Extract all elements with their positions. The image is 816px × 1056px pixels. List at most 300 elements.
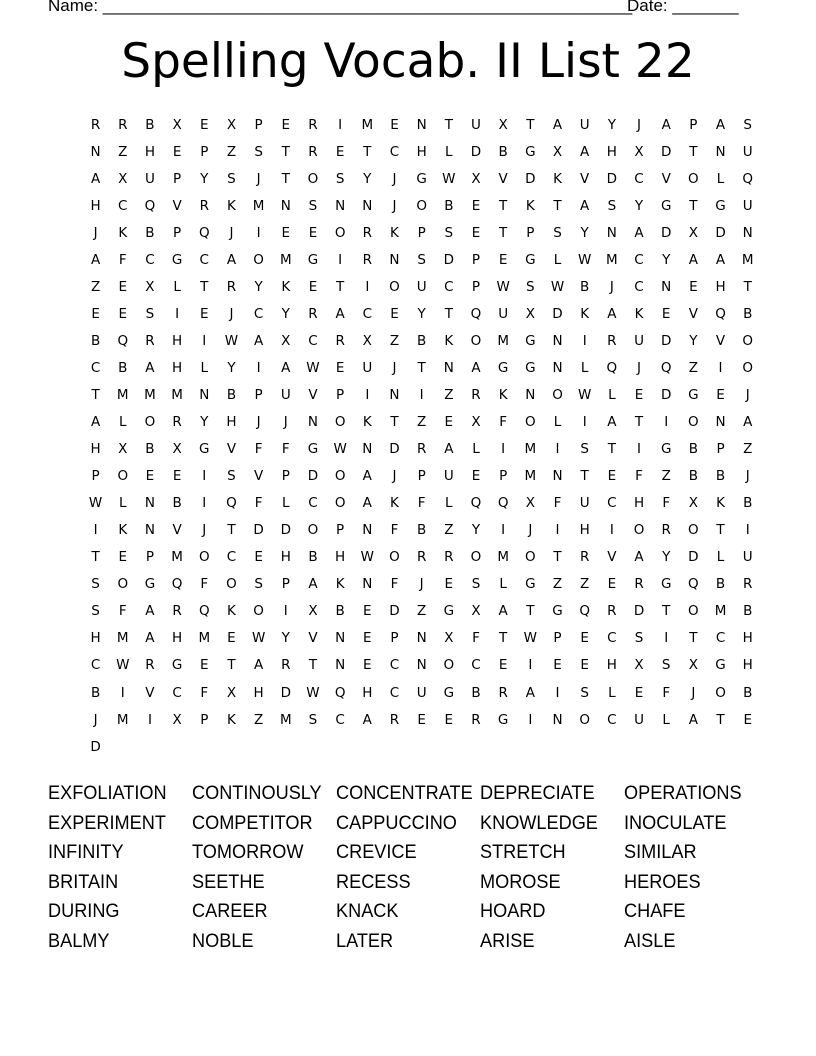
grid-cell: E bbox=[553, 657, 562, 674]
grid-cell: F bbox=[390, 576, 399, 593]
grid-cell: K bbox=[580, 305, 590, 322]
grid-cell: E bbox=[498, 251, 508, 268]
grid-cell: U bbox=[471, 116, 481, 133]
grid-cell: C bbox=[389, 684, 400, 701]
grid-cell: D bbox=[552, 305, 563, 322]
grid-cell: T bbox=[363, 143, 372, 160]
grid-cell: Z bbox=[253, 711, 264, 728]
grid-cell: U bbox=[280, 386, 291, 403]
grid-cell: B bbox=[688, 468, 698, 485]
grid-cell: E bbox=[580, 657, 589, 674]
grid-cell: J bbox=[392, 359, 397, 376]
grid-cell: G bbox=[199, 441, 210, 458]
grid-cell: A bbox=[281, 359, 291, 376]
grid-cell: S bbox=[227, 170, 236, 187]
grid-cell: M bbox=[524, 468, 537, 485]
grid-cell: H bbox=[90, 630, 101, 647]
date-field: Date: _______ bbox=[627, 0, 739, 15]
word-bank-item: CAREER bbox=[192, 900, 268, 923]
grid-cell: N bbox=[389, 251, 400, 268]
word-bank-item: INOCULATE bbox=[624, 811, 727, 834]
grid-cell: S bbox=[553, 224, 562, 241]
grid-cell: U bbox=[634, 711, 644, 728]
grid-cell: I bbox=[582, 332, 587, 349]
grid-cell: I bbox=[501, 441, 506, 458]
grid-cell: O bbox=[688, 414, 699, 431]
grid-cell: K bbox=[498, 386, 508, 403]
grid-cell: Y bbox=[471, 522, 481, 539]
grid-cell: I bbox=[528, 657, 533, 674]
grid-cell: O bbox=[470, 332, 482, 349]
grid-cell: W bbox=[224, 332, 239, 349]
grid-cell: Z bbox=[552, 576, 563, 593]
grid-cell: N bbox=[416, 630, 427, 647]
grid-cell: H bbox=[172, 332, 183, 349]
grid-cell: T bbox=[281, 170, 290, 187]
grid-cell: V bbox=[308, 630, 318, 647]
grid-cell: V bbox=[172, 197, 182, 214]
grid-cell: P bbox=[471, 278, 481, 295]
grid-cell: B bbox=[498, 143, 508, 160]
grid-cell: W bbox=[333, 441, 347, 458]
grid-cell: W bbox=[360, 549, 374, 566]
grid-cell: E bbox=[471, 197, 481, 214]
grid-cell: B bbox=[145, 116, 155, 133]
grid-cell: A bbox=[607, 414, 617, 431]
grid-cell: E bbox=[335, 143, 345, 160]
grid-cell: D bbox=[280, 684, 291, 701]
grid-cell: A bbox=[580, 197, 590, 214]
grid-cell: E bbox=[444, 576, 454, 593]
grid-cell: E bbox=[145, 468, 155, 485]
grid-cell: J bbox=[392, 197, 397, 214]
grid-cell: N bbox=[416, 116, 427, 133]
grid-cell: B bbox=[743, 305, 753, 322]
grid-cell: T bbox=[580, 468, 589, 485]
grid-cell: X bbox=[634, 143, 644, 160]
grid-cell: G bbox=[443, 684, 455, 701]
grid-cell: G bbox=[307, 441, 319, 458]
grid-cell: O bbox=[688, 603, 699, 620]
grid-cell: N bbox=[552, 468, 563, 485]
grid-cell: J bbox=[691, 684, 696, 701]
grid-cell: C bbox=[172, 684, 182, 701]
grid-cell: N bbox=[335, 197, 346, 214]
grid-cell: A bbox=[715, 116, 726, 133]
grid-cell: H bbox=[416, 143, 427, 160]
grid-cell: N bbox=[443, 359, 454, 376]
grid-cell: S bbox=[254, 576, 263, 593]
grid-cell: I bbox=[528, 711, 533, 728]
grid-cell: I bbox=[338, 251, 343, 268]
grid-cell: C bbox=[634, 278, 644, 295]
grid-cell: N bbox=[362, 522, 373, 539]
grid-cell: I bbox=[664, 414, 669, 431]
grid-cell: E bbox=[308, 278, 318, 295]
grid-cell: X bbox=[525, 495, 535, 512]
grid-cell: Y bbox=[634, 197, 644, 214]
grid-cell: T bbox=[336, 278, 345, 295]
grid-cell: R bbox=[172, 414, 182, 431]
grid-cell: X bbox=[525, 305, 535, 322]
grid-cell: R bbox=[498, 684, 508, 701]
grid-cell: Q bbox=[470, 305, 482, 322]
grid-cell: X bbox=[688, 657, 698, 674]
grid-cell: E bbox=[607, 468, 617, 485]
grid-cell: U bbox=[416, 278, 427, 295]
grid-cell: S bbox=[227, 468, 236, 485]
grid-cell: N bbox=[362, 441, 373, 458]
grid-cell: H bbox=[335, 549, 346, 566]
grid-cell: F bbox=[417, 495, 426, 512]
grid-cell: S bbox=[661, 657, 671, 674]
grid-cell: A bbox=[90, 170, 101, 187]
grid-cell: W bbox=[442, 170, 456, 187]
grid-cell: H bbox=[172, 359, 183, 376]
grid-cell: B bbox=[444, 197, 454, 214]
grid-cell: F bbox=[254, 441, 263, 458]
grid-cell: A bbox=[444, 441, 454, 458]
grid-cell: I bbox=[609, 522, 614, 539]
grid-cell: V bbox=[715, 332, 726, 349]
grid-cell: S bbox=[634, 630, 644, 647]
grid-cell: X bbox=[471, 414, 481, 431]
grid-cell: G bbox=[525, 143, 536, 160]
name-field: Name: ________________________________________________________ bbox=[48, 0, 633, 15]
grid-cell: W bbox=[523, 630, 538, 647]
grid-cell: Y bbox=[662, 251, 671, 268]
grid-cell: E bbox=[118, 549, 128, 566]
grid-cell: D bbox=[90, 738, 101, 755]
grid-cell: R bbox=[607, 332, 617, 349]
grid-cell: I bbox=[555, 522, 560, 539]
grid-cell: V bbox=[688, 305, 698, 322]
grid-cell: A bbox=[145, 603, 155, 620]
grid-cell: E bbox=[335, 359, 345, 376]
word-bank-item: SEETHE bbox=[192, 870, 265, 893]
grid-cell: M bbox=[279, 711, 292, 728]
grid-cell: Q bbox=[334, 684, 346, 701]
grid-cell: I bbox=[419, 386, 424, 403]
grid-cell: Q bbox=[579, 603, 590, 620]
grid-cell: I bbox=[555, 684, 560, 701]
grid-cell: A bbox=[253, 332, 264, 349]
grid-cell: N bbox=[144, 495, 155, 512]
grid-cell: Y bbox=[363, 170, 372, 187]
grid-cell: M bbox=[116, 386, 129, 403]
grid-cell: C bbox=[607, 630, 617, 647]
grid-cell: E bbox=[200, 305, 209, 322]
word-bank-item: TOMORROW bbox=[192, 841, 304, 864]
grid-cell: D bbox=[715, 224, 726, 241]
grid-cell: G bbox=[660, 197, 672, 214]
grid-cell: Y bbox=[200, 170, 209, 187]
grid-cell: B bbox=[90, 684, 101, 701]
grid-cell: K bbox=[118, 522, 128, 539]
grid-cell: C bbox=[715, 630, 726, 647]
word-bank-item: BRITAIN bbox=[48, 870, 119, 893]
grid-cell: Y bbox=[281, 305, 290, 322]
grid-cell: T bbox=[607, 441, 616, 458]
grid-cell: Y bbox=[417, 305, 426, 322]
grid-cell: H bbox=[606, 657, 617, 674]
grid-cell: L bbox=[553, 251, 562, 268]
grid-cell: O bbox=[226, 576, 237, 593]
grid-cell: B bbox=[471, 684, 481, 701]
grid-cell: Z bbox=[444, 386, 454, 403]
grid-cell: E bbox=[254, 549, 263, 566]
grid-cell: H bbox=[579, 522, 590, 539]
grid-cell: R bbox=[607, 603, 617, 620]
grid-cell: Z bbox=[743, 441, 753, 458]
grid-cell: R bbox=[362, 251, 372, 268]
grid-cell: O bbox=[389, 278, 400, 295]
grid-cell: P bbox=[281, 576, 290, 593]
grid-cell: P bbox=[200, 143, 209, 160]
grid-cell: J bbox=[93, 224, 98, 241]
page-title: Spelling Vocab. II List 22 bbox=[121, 34, 695, 89]
grid-cell: B bbox=[688, 441, 698, 458]
grid-cell: O bbox=[334, 495, 346, 512]
grid-cell: T bbox=[689, 630, 698, 647]
grid-cell: R bbox=[308, 305, 318, 322]
grid-cell: P bbox=[417, 224, 426, 241]
grid-cell: E bbox=[689, 278, 698, 295]
grid-cell: A bbox=[226, 251, 237, 268]
grid-cell: E bbox=[227, 630, 236, 647]
grid-cell: R bbox=[118, 116, 128, 133]
grid-cell: V bbox=[607, 549, 617, 566]
grid-cell: K bbox=[227, 711, 236, 728]
grid-cell: O bbox=[579, 711, 590, 728]
grid-cell: B bbox=[118, 359, 128, 376]
grid-cell: I bbox=[365, 386, 370, 403]
grid-cell: T bbox=[200, 278, 209, 295]
grid-cell: M bbox=[198, 630, 211, 647]
grid-cell: G bbox=[307, 251, 319, 268]
grid-cell: O bbox=[253, 603, 264, 620]
grid-cell: A bbox=[634, 549, 644, 566]
grid-cell: C bbox=[444, 278, 454, 295]
grid-cell: T bbox=[716, 522, 725, 539]
grid-cell: R bbox=[579, 549, 590, 566]
grid-cell: N bbox=[552, 359, 563, 376]
grid-cell: T bbox=[526, 116, 535, 133]
grid-cell: S bbox=[580, 684, 589, 701]
grid-cell: Y bbox=[281, 630, 290, 647]
grid-cell: W bbox=[306, 359, 320, 376]
grid-cell: E bbox=[91, 305, 100, 322]
grid-cell: R bbox=[226, 278, 237, 295]
grid-cell: W bbox=[116, 657, 130, 674]
grid-cell: R bbox=[471, 711, 481, 728]
grid-cell: U bbox=[742, 549, 753, 566]
grid-cell: C bbox=[389, 657, 400, 674]
grid-cell: P bbox=[553, 630, 562, 647]
grid-cell: J bbox=[256, 414, 261, 431]
grid-cell: D bbox=[280, 522, 291, 539]
grid-cell: Z bbox=[580, 576, 590, 593]
grid-cell: R bbox=[743, 576, 753, 593]
grid-cell: N bbox=[416, 657, 427, 674]
word-bank-item: HOARD bbox=[480, 900, 546, 923]
grid-cell: T bbox=[390, 414, 399, 431]
grid-cell: L bbox=[173, 278, 181, 295]
grid-cell: L bbox=[499, 576, 507, 593]
grid-cell: K bbox=[118, 224, 128, 241]
grid-cell: V bbox=[226, 441, 237, 458]
grid-cell: E bbox=[281, 224, 291, 241]
grid-cell: R bbox=[362, 224, 372, 241]
grid-cell: O bbox=[389, 549, 400, 566]
grid-cell: K bbox=[525, 197, 535, 214]
grid-cell: N bbox=[552, 711, 563, 728]
grid-cell: A bbox=[308, 576, 318, 593]
grid-cell: O bbox=[307, 170, 319, 187]
grid-cell: V bbox=[172, 522, 182, 539]
grid-cell: P bbox=[145, 549, 154, 566]
grid-cell: O bbox=[525, 549, 536, 566]
grid-cell: X bbox=[172, 711, 182, 728]
grid-cell: M bbox=[116, 630, 129, 647]
grid-cell: M bbox=[497, 549, 509, 566]
grid-cell: H bbox=[226, 414, 237, 431]
grid-cell: B bbox=[226, 386, 237, 403]
grid-cell: J bbox=[609, 278, 614, 295]
grid-cell: S bbox=[417, 251, 426, 268]
grid-cell: G bbox=[715, 657, 726, 674]
grid-cell: U bbox=[634, 332, 644, 349]
grid-cell: I bbox=[582, 414, 587, 431]
grid-cell: I bbox=[555, 441, 560, 458]
grid-cell: R bbox=[281, 657, 291, 674]
grid-cell: T bbox=[499, 630, 508, 647]
grid-cell: E bbox=[498, 657, 508, 674]
grid-cell: W bbox=[88, 495, 103, 512]
grid-cell: I bbox=[256, 224, 261, 241]
grid-cell: B bbox=[743, 684, 753, 701]
grid-cell: O bbox=[742, 359, 754, 376]
grid-cell: M bbox=[741, 251, 754, 268]
word-bank-item: EXPERIMENT bbox=[48, 811, 166, 834]
grid-cell: R bbox=[308, 143, 318, 160]
grid-cell: B bbox=[308, 549, 318, 566]
grid-cell: T bbox=[417, 359, 426, 376]
grid-cell: W bbox=[578, 386, 592, 403]
grid-cell: Y bbox=[254, 278, 263, 295]
grid-cell: K bbox=[362, 414, 372, 431]
grid-cell: E bbox=[471, 224, 481, 241]
grid-cell: H bbox=[90, 197, 101, 214]
grid-cell: S bbox=[526, 278, 535, 295]
grid-cell: R bbox=[416, 549, 427, 566]
grid-cell: L bbox=[608, 684, 616, 701]
grid-cell: A bbox=[362, 495, 372, 512]
grid-cell: X bbox=[308, 603, 318, 620]
grid-cell: X bbox=[688, 224, 698, 241]
grid-cell: A bbox=[362, 711, 372, 728]
grid-cell: E bbox=[363, 603, 372, 620]
grid-cell: F bbox=[499, 414, 508, 431]
grid-cell: N bbox=[144, 522, 155, 539]
grid-cell: E bbox=[661, 305, 671, 322]
grid-cell: R bbox=[145, 657, 155, 674]
word-bank-item: COMPETITOR bbox=[192, 811, 313, 834]
grid-cell: X bbox=[172, 116, 182, 133]
grid-cell: A bbox=[552, 116, 563, 133]
grid-cell: H bbox=[715, 278, 726, 295]
grid-cell: D bbox=[443, 251, 455, 268]
grid-cell: R bbox=[308, 116, 318, 133]
grid-cell: A bbox=[607, 305, 617, 322]
grid-cell: G bbox=[525, 332, 536, 349]
grid-cell: G bbox=[688, 386, 699, 403]
grid-cell: N bbox=[362, 576, 373, 593]
grid-cell: E bbox=[363, 630, 372, 647]
grid-cell: R bbox=[145, 332, 155, 349]
grid-cell: A bbox=[661, 116, 671, 133]
grid-cell: N bbox=[742, 224, 753, 241]
grid-cell: S bbox=[607, 197, 617, 214]
grid-cell: T bbox=[308, 657, 318, 674]
grid-cell: H bbox=[362, 684, 373, 701]
grid-cell: P bbox=[526, 224, 535, 241]
word-bank-item: ARISE bbox=[480, 929, 535, 952]
grid-cell: A bbox=[715, 251, 726, 268]
grid-cell: I bbox=[637, 441, 642, 458]
grid-cell: C bbox=[118, 197, 128, 214]
grid-cell: C bbox=[308, 495, 318, 512]
grid-cell: Z bbox=[118, 143, 128, 160]
grid-cell: C bbox=[145, 251, 155, 268]
grid-cell: P bbox=[91, 468, 100, 485]
grid-cell: S bbox=[444, 224, 454, 241]
grid-cell: K bbox=[281, 278, 291, 295]
grid-cell: X bbox=[471, 170, 481, 187]
grid-cell: Y bbox=[689, 332, 698, 349]
grid-cell: S bbox=[308, 711, 318, 728]
word-bank-item: DURING bbox=[48, 900, 120, 923]
grid-cell: S bbox=[145, 305, 155, 322]
word-bank-item: CREVICE bbox=[336, 841, 417, 864]
grid-cell: O bbox=[117, 576, 129, 593]
grid-cell: H bbox=[606, 143, 617, 160]
grid-cell: C bbox=[308, 332, 318, 349]
grid-cell: G bbox=[416, 170, 427, 187]
grid-cell: V bbox=[253, 468, 264, 485]
grid-cell: Z bbox=[661, 468, 671, 485]
grid-cell: A bbox=[498, 603, 508, 620]
grid-cell: V bbox=[308, 386, 318, 403]
grid-cell: F bbox=[118, 251, 127, 268]
grid-cell: H bbox=[742, 657, 753, 674]
grid-cell: L bbox=[608, 386, 616, 403]
grid-cell: R bbox=[199, 197, 209, 214]
grid-cell: Q bbox=[171, 576, 183, 593]
grid-cell: C bbox=[607, 495, 617, 512]
grid-cell: D bbox=[470, 143, 482, 160]
grid-cell: Z bbox=[688, 359, 698, 376]
grid-cell: F bbox=[200, 684, 209, 701]
grid-cell: T bbox=[499, 224, 508, 241]
grid-cell: X bbox=[145, 278, 155, 295]
grid-cell: E bbox=[634, 684, 644, 701]
grid-cell: T bbox=[444, 116, 453, 133]
grid-cell: W bbox=[578, 251, 592, 268]
word-bank bbox=[48, 779, 768, 957]
grid-cell: O bbox=[144, 414, 156, 431]
grid-cell: I bbox=[256, 359, 261, 376]
